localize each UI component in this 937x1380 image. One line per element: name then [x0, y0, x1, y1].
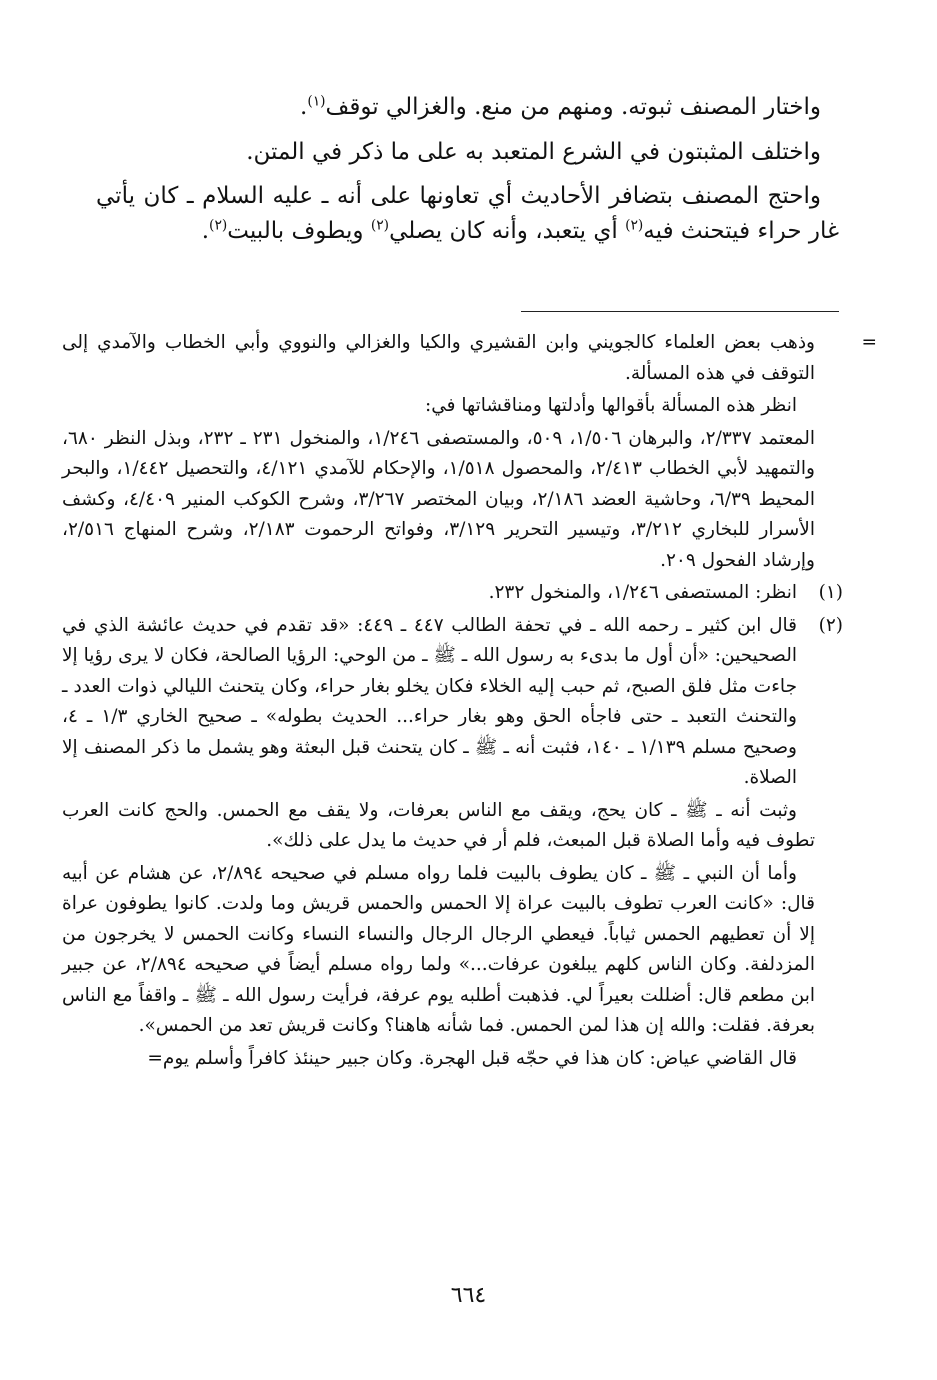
- main-paragraph-3: واحتج المصنف بتضافر الأحاديث أي تعاونها على أنه ـ عليه السلام ـ كان يأتي غار حراء فيتحنث فيه$^{(٢)}$ أي يتعبد، وأنه كان يصلي$^{(٢)}$ ويطوف بالبيت$^{(٢)}$.: [96, 183, 839, 244]
- continuation-mark: =: [861, 332, 877, 353]
- main-paragraph-1: واختار المصنف ثبوته. ومنهم من منع. والغزالي توقف$^{(١)}$.: [300, 93, 821, 120]
- footnote-separator: [521, 311, 839, 312]
- footnote-continuation: = وذهب بعض العلماء كالجويني وابن القشيري والكيا والغزالي والنووي وأبي الخطاب والآمدي إلى التوقف في هذه المسألة.: [62, 328, 843, 389]
- footnote-2-paragraph-2: وثبت أنه ـ ﷺ ـ كان يحج، ويقف مع الناس بعرفات، ولا يقف مع الحمس. والحج كانت العرب تطوف فيه وأما الصلاة قبل المبعث، فلم أر في حديث ما يدل على ذلك».: [62, 799, 815, 852]
- footnote-2-paragraph-3: وأما أن النبي ـ ﷺ ـ كان يطوف بالبيت فلما رواه مسلم في صحيحه ٢/٨٩٤، عن هشام عن أبيه قال: «كانت العرب تطوف بالبيت عراة إلا الحمس والحمس قريش وما ولدت. كانوا يطوفون عراة إلا أن تعطيهم الحمس ثياباً. فيعطي الرجال الرجال والنساء النساء وكانت الحمس لا يخرجون من المزدلفة. وكان الناس كلهم يبلغون عرفات...» ولما رواه مسلم أيضاً في صحيحه ٢/٨٩٤، عن جبير ابن مطعم قال: أضللت بعيراً لي. فذهبت أطلبه يوم عرفة، فرأيت رسول الله ـ ﷺ ـ واقفاً مع الناس بعرفة. فقلت: والله إن هذا لمن الحمس. فما شأنه هاهنا؟ وكانت قريش تعد من الحمس».: [62, 862, 815, 1037]
- footnote-2-text: قال ابن كثير ـ رحمه الله ـ في تحفة الطالب ٤٤٧ ـ ٤٤٩: «قد تقدم في حديث عائشة الذي في الصحيحين: «أن أول ما بدىء به رسول الله ـ ﷺ ـ من الوحي: الرؤيا الصالحة، فكان لا يرى رؤيا إلا جاءت مثل فلق الصبح، ثم حبب إليه الخلاء فكان يخلو بغار حراء، وكان يتحنث الليالي ذوات العدد ـ والتحنث التعبد ـ حتى فاجأه الحق وهو بغار حراء... الحديث بطوله» ـ صحيح الخاري ١/٣ ـ ٤، وصحيح مسلم ١/١٣٩ ـ ١٤٠، فثبت أنه ـ ﷺ ـ كان يتحنث قبل البعثة وهو يشمل ما ذكر المصنف إلا الصلاة.: [62, 614, 797, 789]
- footnote-ref-2c: (٢): [209, 216, 228, 233]
- page-number: ٦٦٤: [450, 1283, 487, 1308]
- main-text: [96, 90, 839, 258]
- footnote-references-list: المعتمد ٢/٣٣٧، والبرهان ١/٥٠٦، ٥٠٩، والمستصفى ١/٢٤٦، والمنخول ٢٣١ ـ ٢٣٢، وبذل النظر ٦٨٠، والتمهيد لأبي الخطاب ٢/٤١٣، والمحصول ١/٥١٨، والإحكام للآمدي ٤/١٢١، والتحصيل ١/٤٤٢، والبحر المحيط ٦/٣٩، وحاشية العضد ٢/١٨٦، وبيان المختصر ٣/٢٦٧، وشرح الكوكب المنير ٤/٤٠٩، وكشف الأسرار للبخاري ٣/٢١٢، وتيسير التحرير ٣/١٢٩، وفواتح الرحموت ٢/١٨٣، وشرح المنهاج ٢/٥١٦، وإرشاد الفحول ٢٠٩.: [62, 427, 816, 571]
- main-paragraph-2: واختلف المثبتون في الشرع المتعبد به على ما ذكر في المتن.: [246, 138, 821, 165]
- footnote-continuation-2: انظر هذه المسألة بأقوالها وأدلتها ومناقشاتها في:: [425, 395, 797, 417]
- footnote-ref-2a: (٢): [625, 216, 644, 233]
- footnote-1-number: (١): [818, 582, 843, 604]
- footnote-1: [62, 578, 843, 609]
- footnote-ref-1: (١): [307, 93, 326, 110]
- footnote-1-text: انظر: المستصفى ١/٢٤٦، والمنخول ٢٣٢.: [488, 582, 797, 604]
- footnotes: [62, 328, 877, 1076]
- footnote-ref-2b: (٢): [370, 216, 390, 233]
- continuation-mark-end: =: [147, 1047, 163, 1069]
- footnote-2: [62, 611, 843, 794]
- footnote-2-paragraph-4: قال القاضي عياض: كان هذا في حجّه قبل الهجرة. وكان جبير حينئذ كافراً وأسلم يوم=: [147, 1047, 797, 1069]
- footnote-2-number: (٢): [818, 614, 843, 636]
